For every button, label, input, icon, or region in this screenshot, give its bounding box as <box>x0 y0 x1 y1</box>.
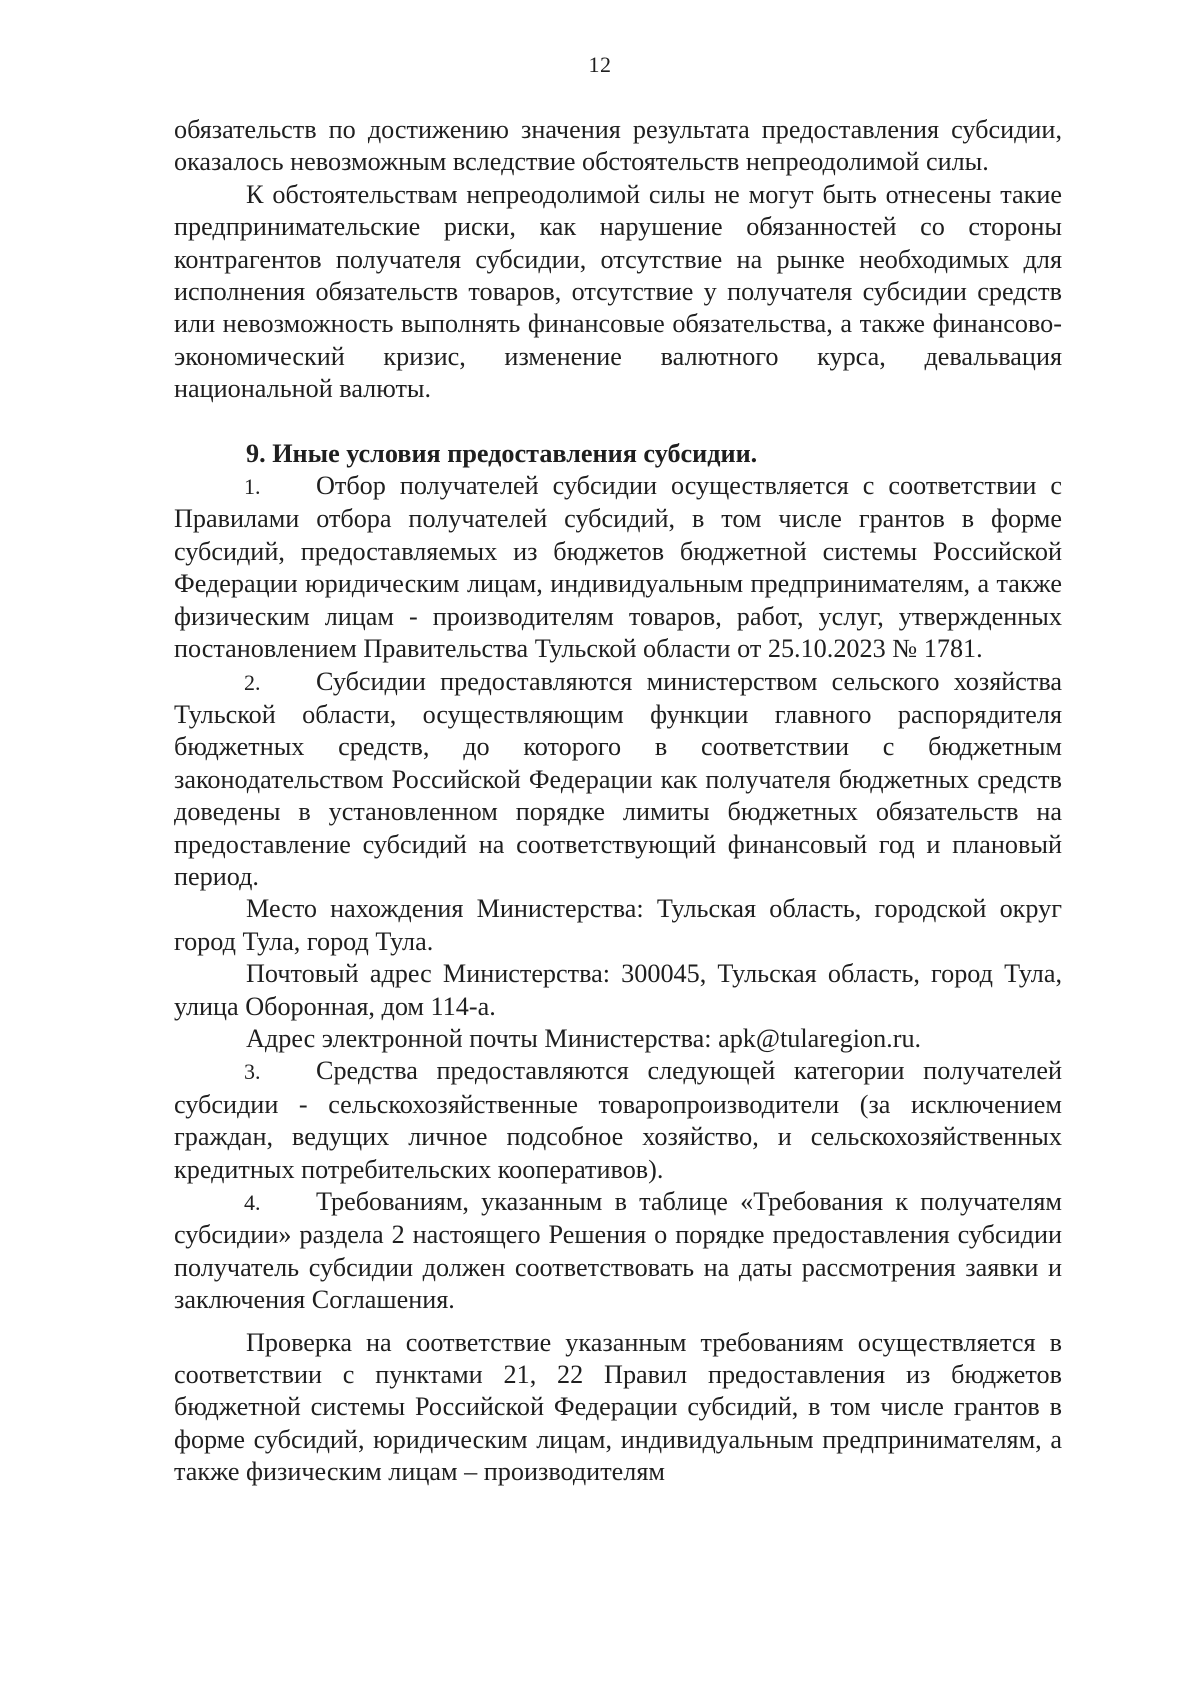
list-item-text: Отбор получателей субсидии осуществляется с соответствии с Правилами отбора получателей субсидий, в том числе грантов в форме субсидий, предоставляемых из бюджетов бюджетной системы Российской Федерации юридическим лицам, индивидуальным предпринимателям, а также физическим лицам - производителям товаров, работ, услуг, утвержденных постановлением Правительства Тульской области от 25.10.2023 № 1781. <box>174 471 1062 664</box>
ministry-postal-address: Почтовый адрес Министерства: 300045, Тульская область, город Тула, улица Оборонная, дом 114-а. <box>174 959 1062 1021</box>
ministry-location: Место нахождения Министерства: Тульская область, городской округ город Тула, город Тула. <box>174 894 1062 956</box>
paragraph-force-majeure: К обстоятельствам непреодолимой силы не могут быть отнесены такие предпринимательские риски, как нарушение обязанностей со стороны контрагентов получателя субсидии, отсутствие на рынке необходимых для исполнения обязательств товаров, отсутствие у получателя субсидии средств или невозможность выполнять финансовые обязательства, а также финансово-экономический кризис, изменение валютного курса, девальвация национальной валюты. <box>174 179 1062 404</box>
page-number: 12 <box>588 52 612 77</box>
document-body <box>174 114 1062 1489</box>
list-item-4 <box>174 1186 1062 1317</box>
list-item-text: Субсидии предоставляются министерством сельского хозяйства Тульской области, осуществляющим функции главного распорядителя бюджетных средств, до которого в соответствии с бюджетным законодательством Российской Федерации как получателя бюджетных средств доведены в установленном порядке лимиты бюджетных обязательств на предоставление субсидий на соответствующий финансовый год и плановый период. <box>174 666 1062 891</box>
list-item-number: 3. <box>244 1059 261 1085</box>
list-item-number: 1. <box>244 474 261 500</box>
list-item-1 <box>174 470 1062 665</box>
list-item-text: Требованиям, указанным в таблице «Требования к получателям субсидии» раздела 2 настоящего Решения о порядке предоставления субсидии получатель субсидии должен соответствовать на даты рассмотрения заявки и заключения Соглашения. <box>174 1187 1062 1315</box>
list-item-number: 4. <box>244 1190 261 1215</box>
list-item-text: Средства предоставляются следующей категории получателей субсидии - сельскохозяйственные товаропроизводители (за исключением граждан, ведущих личное подсобное хозяйство, и сельскохозяйственных кредитных потребительских кооперативов). <box>174 1056 1062 1184</box>
list-item-2 <box>174 666 1062 894</box>
ministry-email: Адрес электронной почты Министерства: apk@tularegion.ru. <box>246 1023 922 1053</box>
paragraph-verification: Проверка на соответствие указанным требованиям осуществляется в соответствии с пунктами 21, 22 Правил предоставления из бюджетов бюджетной системы Российской Федерации субсидий, в том числе грантов в форме субсидий, юридическим лицам, индивидуальным предпринимателям, а также физическим лицам – производителям <box>174 1327 1062 1487</box>
list-item-number: 2. <box>244 669 261 695</box>
section-heading: 9. Иные условия предоставления субсидии. <box>246 438 758 468</box>
paragraph-continuation: обязательств по достижению значения результата предоставления субсидии, оказалось невозможным вследствие обстоятельств непреодолимой силы. <box>174 115 1062 177</box>
list-item-3 <box>174 1055 1062 1186</box>
